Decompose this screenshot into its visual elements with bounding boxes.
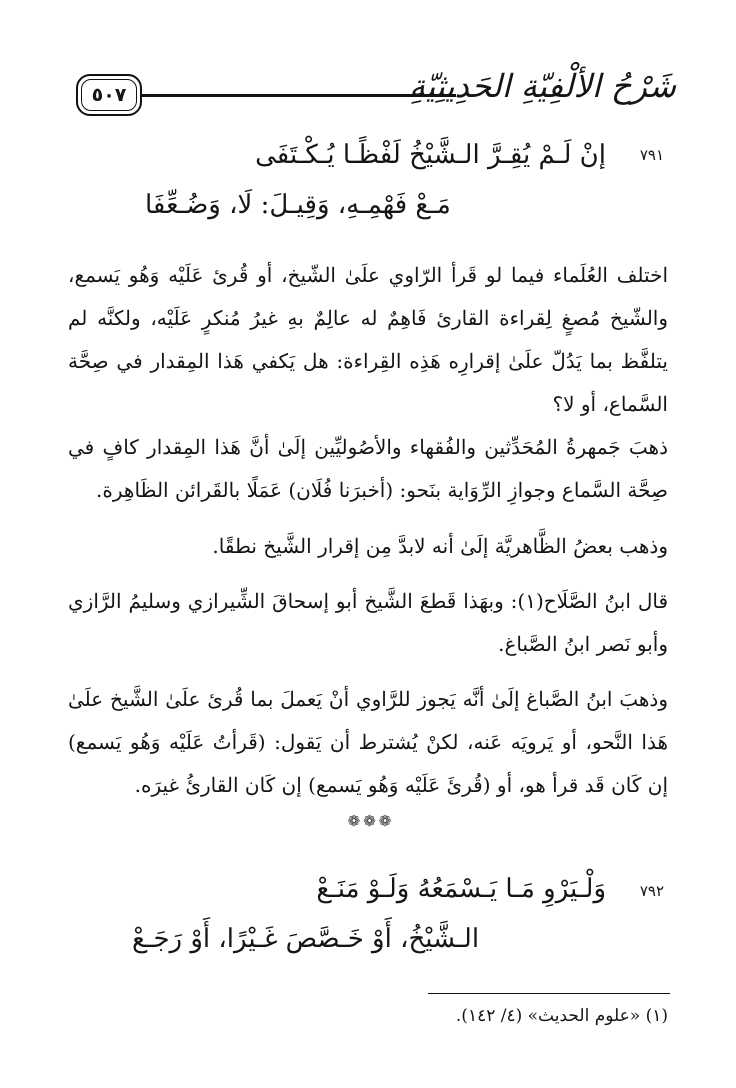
paragraph: ذهبَ جَمهرةُ المُحَدِّثين والفُقهاء والأصُوليِّين إلَىٰ أنَّ هَذا المِقدار كافٍ في صِحَّة السَّماع وجوازِ الرِّوَاية بنَحو: (أخبرَنا فُلَان) عَمَلًا بالقَرائن الظَاهِرة. xyxy=(68,435,668,502)
verse-number: ٧٩١ xyxy=(639,146,664,164)
page-number-frame xyxy=(76,74,142,116)
page-number: ٥٠٧ xyxy=(91,84,127,106)
paragraph: وذهبَ ابنُ الصَّباغ إلَىٰ أنَّه يَجوز للرَّاوي أنْ يَعملَ بما قُرئ علَىٰ الشَّيخ علَىٰ هَذا النَّحو، أو يَرويَه عَنه، لكنْ يُشترط أن يَقول: (قَرأتُ عَلَيْه وَهُو يَسمع) إن كَان قَد قرأ هو، أو (قُرئَ عَلَيْه وَهُو يَسمع) إن كَان القارئُ غيرَه. xyxy=(68,687,668,797)
footnote: (١) «علوم الحديث» (٤/ ١٤٢). xyxy=(455,1006,668,1026)
footnote-rule xyxy=(428,993,670,994)
running-title: شَرْحُ الألْفِيّةِ الحَدِيثِيّةِ xyxy=(409,67,676,105)
verse-line-1: وَلْـيَرْوِ مَـا يَـسْمَعُهُ وَلَـوْ مَنَـعْ xyxy=(316,874,606,904)
paragraph: اختلف العُلَماء فيما لو قَرأ الرّاوي علَىٰ الشّيخ، أو قُرئ عَلَيْه وَهُو يَسمع، والشّيخ مُصغٍ لِقراءة القارئ فَاهِمٌ له عالِمٌ بهِ غيرُ مُنكرٍ عَلَيْه، ولكنَّه لم يتلفَّظ بما يَدُلّ علَىٰ إقرارِه هَذِه القِراءة: هل يَكفي هَذا المِقدار في صِحَّة السَّماع، أو لا؟ xyxy=(68,263,668,416)
verse-number: ٧٩٢ xyxy=(639,882,664,900)
paragraph: قال ابنُ الصَّلَاح(١): وبهَذا قَطعَ الشَّيخ أبو إسحاقَ الشِّيرازي وسليمُ الرَّازي وأبو نَصر ابنُ الصَّباغ. xyxy=(68,589,669,656)
verse-line-2: مَـعْ فَهْمِـهِ، وَقِيـلَ: لَا، وَضُـعِّفَا xyxy=(145,190,451,220)
paragraph: وذهب بعضُ الظَّاهريَّة إلَىٰ أنه لابدَّ مِن إقرار الشَّيخ نطقًا. xyxy=(212,534,668,558)
verse-line-1: إنْ لَـمْ يُقِـرَّ الـشَّيْخُ لَفْظًـا يُـكْـتَفَى xyxy=(255,140,606,170)
verse-line-2: الـشَّيْخُ، أَوْ خَـصَّصَ غَـيْرًا، أَوْ رَجَـعْ xyxy=(132,924,480,954)
section-ornament: ❁❁❁ xyxy=(347,812,395,830)
